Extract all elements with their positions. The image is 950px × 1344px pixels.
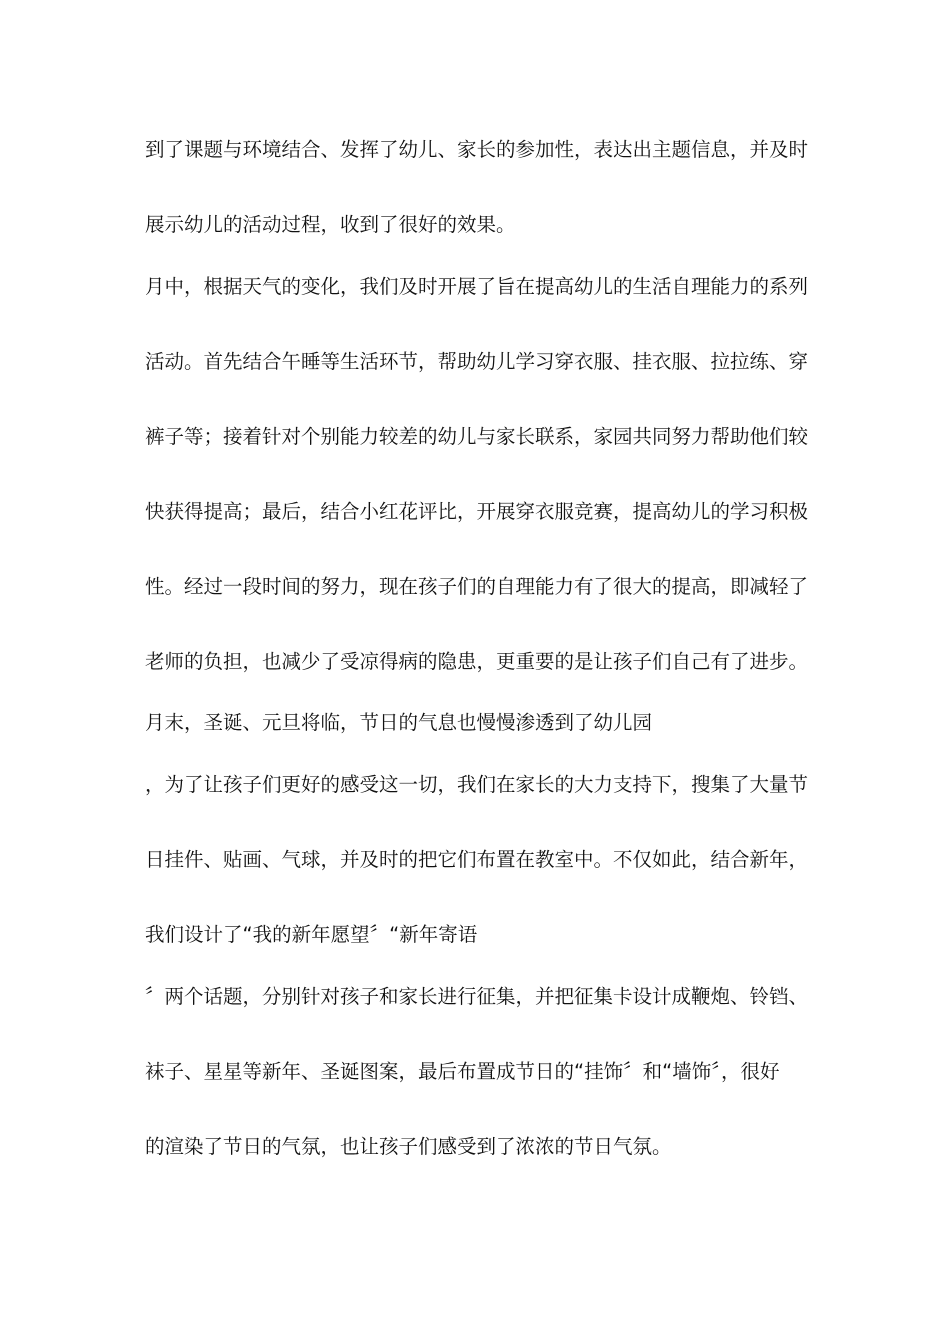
text-line: 月末，圣诞、元旦将临，节日的气息也慢慢渗透到了幼儿园 bbox=[145, 711, 653, 734]
text-line: 老师的负担，也减少了受凉得病的隐患，更重要的是让孩子们自己有了进步。 bbox=[145, 650, 809, 673]
text-line: 的渲染了节日的气氛，也让孩子们感受到了浓浓的节日气氛。 bbox=[145, 1135, 672, 1158]
text-line: 性。经过一段时间的努力，现在孩子们的自理能力有了很大的提高，即减轻了 bbox=[145, 575, 809, 598]
text-line: 裤子等；接着针对个别能力较差的幼儿与家长联系，家园共同努力帮助他们较 bbox=[145, 425, 809, 448]
text-line: 展示幼儿的活动过程，收到了很好的效果。 bbox=[145, 213, 516, 236]
text-line: ，为了让孩子们更好的感受这一切，我们在家长的大力支持下，搜集了大量节 bbox=[145, 773, 809, 796]
text-line: 快获得提高；最后，结合小红花评比，开展穿衣服竞赛，提高幼儿的学习积极 bbox=[145, 500, 809, 523]
text-line: 月中，根据天气的变化，我们及时开展了旨在提高幼儿的生活自理能力的系列 bbox=[145, 275, 809, 298]
text-line: 我们设计了“我的新年愿望〞“新年寄语 bbox=[145, 923, 478, 946]
text-line: 袜子、星星等新年、圣诞图案，最后布置成节日的“挂饰〞和“墙饰〞，很好 bbox=[145, 1060, 780, 1083]
text-line: 活动。首先结合午睡等生活环节，帮助幼儿学习穿衣服、挂衣服、拉拉练、穿 bbox=[145, 350, 809, 373]
text-line: 日挂件、贴画、气球，并及时的把它们布置在教室中。不仅如此，结合新年， bbox=[145, 848, 809, 871]
text-line: 〞两个话题，分别针对孩子和家长进行征集，并把征集卡设计成鞭炮、铃铛、 bbox=[145, 985, 809, 1008]
text-line: 到了课题与环境结合、发挥了幼儿、家长的参加性，表达出主题信息，并及时 bbox=[145, 138, 809, 161]
